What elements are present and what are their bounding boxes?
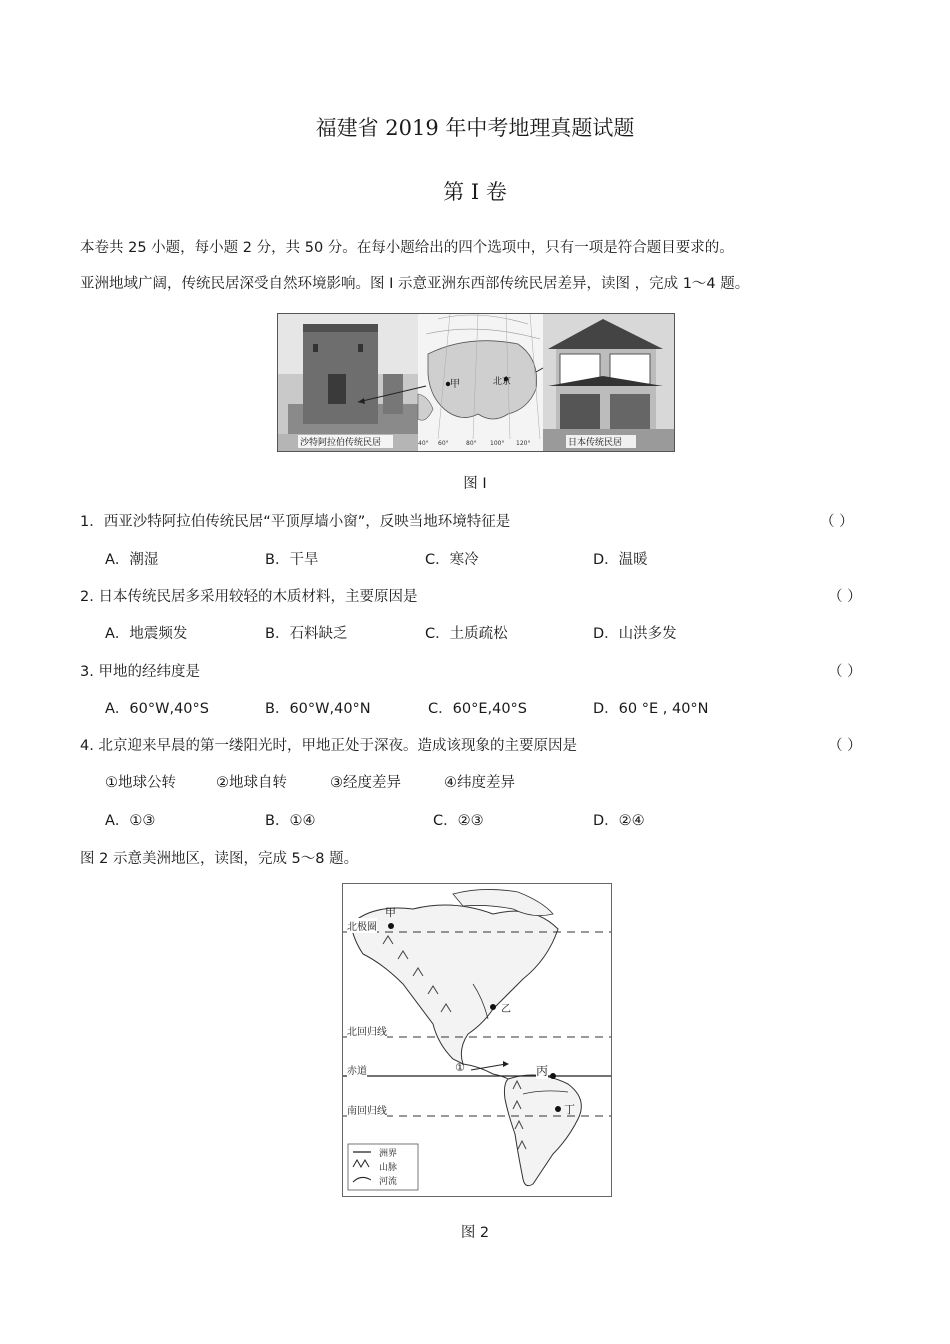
japan-house-photo [543, 314, 674, 451]
legend-river-label: 河流 [379, 1177, 398, 1187]
group1-stem: 亚洲地域广阔，传统民居深受自然环境影响。图 I 示意亚洲东西部传统民居差异，读图 ，完成 1～4 题。 [80, 276, 750, 292]
q3-option-b[interactable]: B．60°W,40°N [265, 701, 371, 717]
map-label-beijing: 北京 [493, 377, 512, 387]
q3-option-a[interactable]: A．60°W,40°S [105, 701, 209, 717]
label-ding: 丁 [564, 1103, 575, 1116]
q4-statement-4: ④纬度差异 [444, 775, 515, 791]
map-label-jia: 甲 [450, 379, 460, 390]
label-equator: 赤道 [347, 1062, 367, 1077]
label-yi: 乙 [501, 1004, 511, 1015]
figure-1 [277, 313, 675, 452]
label-marker-1: ① [455, 1061, 465, 1074]
q1-option-c[interactable]: C．寒冷 [425, 552, 479, 568]
page-title: 福建省 2019 年中考地理真题试题 [315, 116, 635, 140]
figure-1-graphic [278, 314, 674, 451]
figure-1-caption: 图 I [463, 476, 487, 492]
q4-statement-1: ①地球公转 [105, 775, 176, 791]
figure-2 [342, 883, 612, 1197]
figure-2-caption: 图 2 [460, 1225, 490, 1241]
label-jia: 甲 [385, 906, 396, 919]
lon-tick: 40° [418, 440, 429, 447]
point-bing [550, 1073, 556, 1079]
q4-option-d[interactable]: D．②④ [593, 813, 645, 829]
volume-heading: 第 I 卷 [443, 180, 507, 204]
label-tropic-cancer: 北回归线 [347, 1023, 387, 1038]
q3-option-c[interactable]: C．60°E,40°S [428, 701, 528, 717]
label-bing: 丙 [536, 1064, 549, 1078]
answer-paren: （ ） [828, 664, 862, 680]
question-1-stem: 1．西亚沙特阿拉伯传统民居“平顶厚墙小窗”，反映当地环境特征是 [80, 514, 511, 530]
q2-option-a[interactable]: A．地震频发 [105, 626, 188, 642]
q2-option-d[interactable]: D．山洪多发 [593, 626, 677, 642]
label-japan-house: 日本传统民居 [568, 438, 623, 448]
instructions: 本卷共 25 小题，每小题 2 分，共 50 分。在每小题给出的四个选项中，只有一项是符合题目要求的。 [80, 240, 734, 256]
q4-option-b[interactable]: B．①④ [265, 813, 316, 829]
saudi-house-photo [278, 314, 418, 451]
label-arctic-circle: 北极圈 [347, 918, 377, 933]
legend-boundary-label: 洲界 [379, 1149, 398, 1159]
point-ding [555, 1106, 561, 1112]
question-2-stem: 2. 日本传统民居多采用较轻的木质材料，主要原因是 [80, 589, 418, 605]
lon-tick: 100° [490, 440, 505, 447]
q1-option-a[interactable]: A．潮湿 [105, 552, 159, 568]
lon-tick: 60° [438, 440, 449, 447]
q1-option-b[interactable]: B．干旱 [265, 552, 319, 568]
answer-paren: （ ） [828, 589, 862, 605]
q4-statement-3: ③经度差异 [330, 775, 401, 791]
point-jia [388, 923, 394, 929]
question-4-stem: 4. 北京迎来早晨的第一缕阳光时，甲地正处于深夜。造成该现象的主要原因是 [80, 738, 577, 754]
lon-tick: 120° [516, 440, 531, 447]
lon-tick: 80° [466, 440, 477, 447]
q4-option-a[interactable]: A．①③ [105, 813, 156, 829]
label-tropic-capricorn: 南回归线 [347, 1102, 387, 1117]
legend-mountain-label: 山脉 [379, 1163, 398, 1173]
q3-option-d[interactable]: D．60 °E , 40°N [593, 701, 709, 717]
answer-paren: （ ） [820, 514, 854, 530]
q4-option-c[interactable]: C．②③ [433, 813, 484, 829]
q1-option-d[interactable]: D．温暖 [593, 552, 648, 568]
group2-stem: 图 2 示意美洲地区，读图，完成 5～8 题。 [80, 851, 359, 867]
label-saudi-house: 沙特阿拉伯传统民居 [300, 438, 382, 448]
q2-option-c[interactable]: C．土质疏松 [425, 626, 508, 642]
answer-paren: （ ） [828, 738, 862, 754]
point-yi [490, 1004, 496, 1010]
q2-option-b[interactable]: B．石料缺乏 [265, 626, 348, 642]
question-3-stem: 3. 甲地的经纬度是 [80, 664, 200, 680]
q4-statement-2: ②地球自转 [216, 775, 287, 791]
